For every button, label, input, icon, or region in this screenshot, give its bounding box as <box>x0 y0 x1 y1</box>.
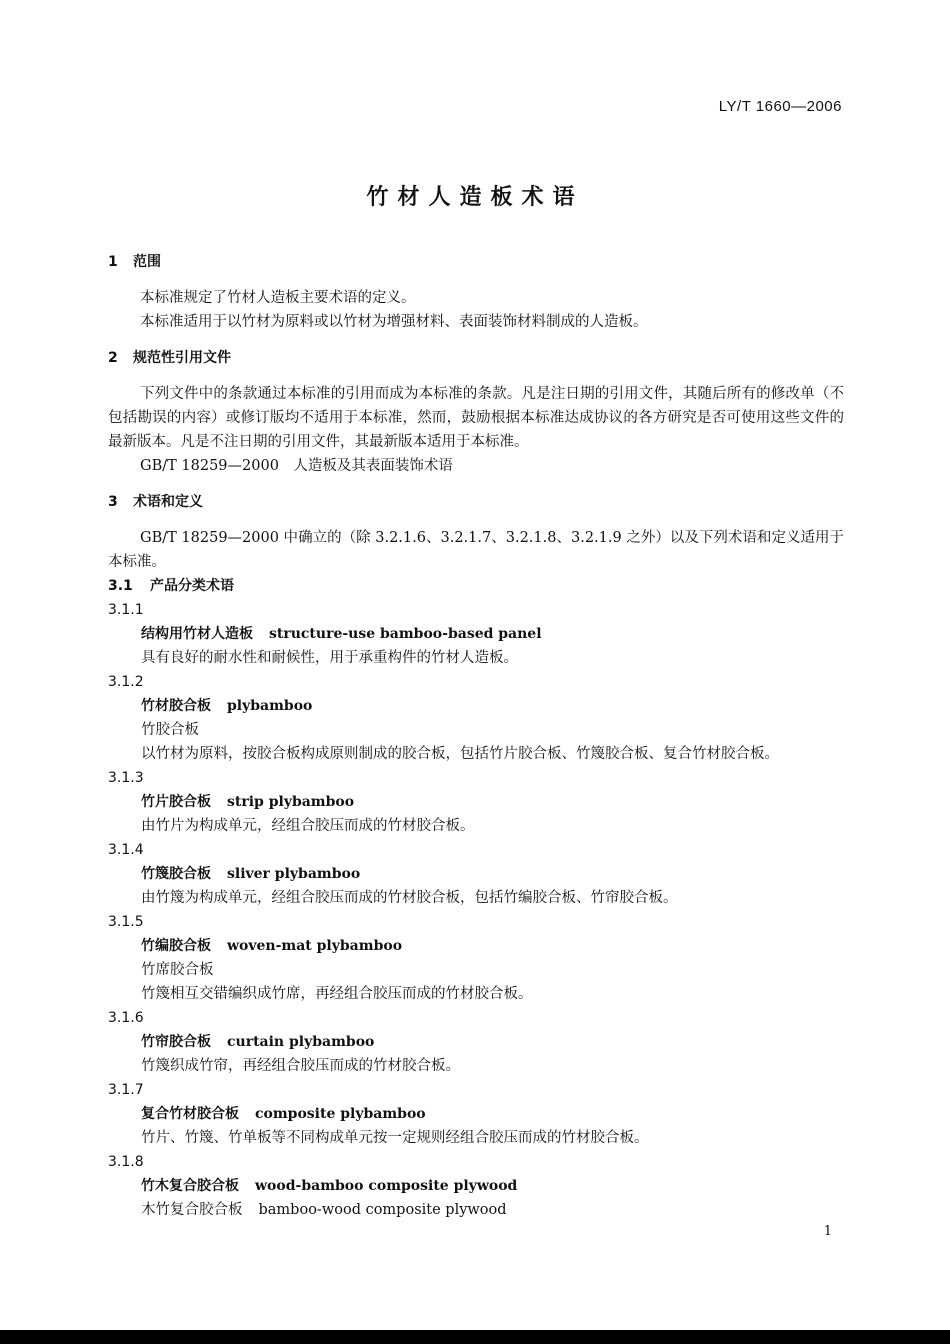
page-number: 1 <box>823 1224 832 1239</box>
section-number: 3 <box>108 494 118 510</box>
standard-number: LY/T 1660—2006 <box>718 98 842 115</box>
term-zh: 竹篾胶合板 <box>141 866 211 882</box>
subsection-number: 3.1 <box>108 578 133 594</box>
term-number: 3.1.4 <box>108 842 144 858</box>
term-number: 3.1.2 <box>108 674 144 690</box>
term-number: 3.1.8 <box>108 1154 144 1170</box>
term-definition: 由竹片为构成单元，经组合胶压而成的竹材胶合板。 <box>141 818 475 834</box>
term-number: 3.1.7 <box>108 1082 144 1098</box>
term-en: wood-bamboo composite plywood <box>255 1178 518 1194</box>
term-zh: 竹片胶合板 <box>141 794 211 810</box>
term-entry <box>108 1102 844 1126</box>
term-entry <box>108 1174 844 1198</box>
term-entry <box>108 790 844 814</box>
term-zh: 竹木复合胶合板 <box>141 1178 239 1194</box>
document-title: 竹材人造板术语 <box>366 185 584 210</box>
term-definition: 由竹篾为构成单元，经组合胶压而成的竹材胶合板，包括竹编胶合板、竹帘胶合板。 <box>141 890 678 906</box>
synonym-en: bamboo-wood composite plywood <box>258 1202 507 1218</box>
term-number: 3.1.3 <box>108 770 144 786</box>
term-number: 3.1.5 <box>108 914 144 930</box>
paragraph: 下列文件中的条款通过本标准的引用而成为本标准的条款。凡是注日期的引用文件，其随后所有的修改单（不包括勘误的内容）或修订版均不适用于本标准，然而，鼓励根据本标准达成协议的各方研究是否可使用这些文件的最新版本。凡是不注日期的引用文件，其最新版本适用于本标准。 <box>108 386 844 450</box>
term-zh: 复合竹材胶合板 <box>141 1106 239 1122</box>
term-synonym: 竹席胶合板 <box>141 962 214 978</box>
paragraph: 本标准适用于以竹材为原料或以竹材为增强材料、表面装饰材料制成的人造板。 <box>140 314 648 330</box>
section-number: 2 <box>108 350 118 366</box>
section-heading-terms-definitions <box>108 490 844 514</box>
term-entry <box>108 694 844 718</box>
bottom-border <box>0 1330 950 1344</box>
document-body <box>108 250 844 1222</box>
term-definition: 以竹材为原料，按胶合板构成原则制成的胶合板，包括竹片胶合板、竹篾胶合板、复合竹材胶合板。 <box>141 746 779 762</box>
term-zh: 竹编胶合板 <box>141 938 211 954</box>
term-definition: 具有良好的耐水性和耐候性，用于承重构件的竹材人造板。 <box>141 650 518 666</box>
term-en: plybamboo <box>227 698 313 714</box>
section-heading-normative-references <box>108 346 844 370</box>
term-entry <box>108 622 844 646</box>
synonym-zh: 木竹复合胶合板 <box>141 1202 243 1218</box>
term-en: curtain plybamboo <box>227 1034 375 1050</box>
term-number: 3.1.1 <box>108 602 144 618</box>
term-en: sliver plybamboo <box>227 866 361 882</box>
section-title: 规范性引用文件 <box>133 350 231 366</box>
term-zh: 竹帘胶合板 <box>141 1034 211 1050</box>
term-definition: 竹篾织成竹帘，再经组合胶压而成的竹材胶合板。 <box>141 1058 460 1074</box>
section-title: 范围 <box>133 254 161 270</box>
term-definition: 竹片、竹篾、竹单板等不同构成单元按一定规则经组合胶压而成的竹材胶合板。 <box>141 1130 649 1146</box>
term-entry <box>108 1030 844 1054</box>
paragraph: 本标准规定了竹材人造板主要术语的定义。 <box>140 290 416 306</box>
section-title: 术语和定义 <box>133 494 203 510</box>
section-number: 1 <box>108 254 118 270</box>
term-zh: 结构用竹材人造板 <box>141 626 253 642</box>
term-en: composite plybamboo <box>255 1106 426 1122</box>
term-number: 3.1.6 <box>108 1010 144 1026</box>
subsection-heading <box>108 574 844 598</box>
section-heading-scope <box>108 250 844 274</box>
term-entry <box>108 862 844 886</box>
reference-item: GB/T 18259—2000 人造板及其表面装饰术语 <box>140 458 453 474</box>
paragraph: GB/T 18259—2000 中确立的（除 3.2.1.6、3.2.1.7、3.2.1.8、3.2.1.9 之外）以及下列术语和定义适用于本标准。 <box>108 530 844 570</box>
term-synonym <box>108 1198 844 1222</box>
subsection-title: 产品分类术语 <box>150 578 234 594</box>
term-synonym: 竹胶合板 <box>141 722 199 738</box>
term-en: woven-mat plybamboo <box>227 938 403 954</box>
term-en: structure-use bamboo-based panel <box>269 626 542 642</box>
term-en: strip plybamboo <box>227 794 355 810</box>
term-zh: 竹材胶合板 <box>141 698 211 714</box>
term-definition: 竹篾相互交错编织成竹席，再经组合胶压而成的竹材胶合板。 <box>141 986 533 1002</box>
term-entry <box>108 934 844 958</box>
